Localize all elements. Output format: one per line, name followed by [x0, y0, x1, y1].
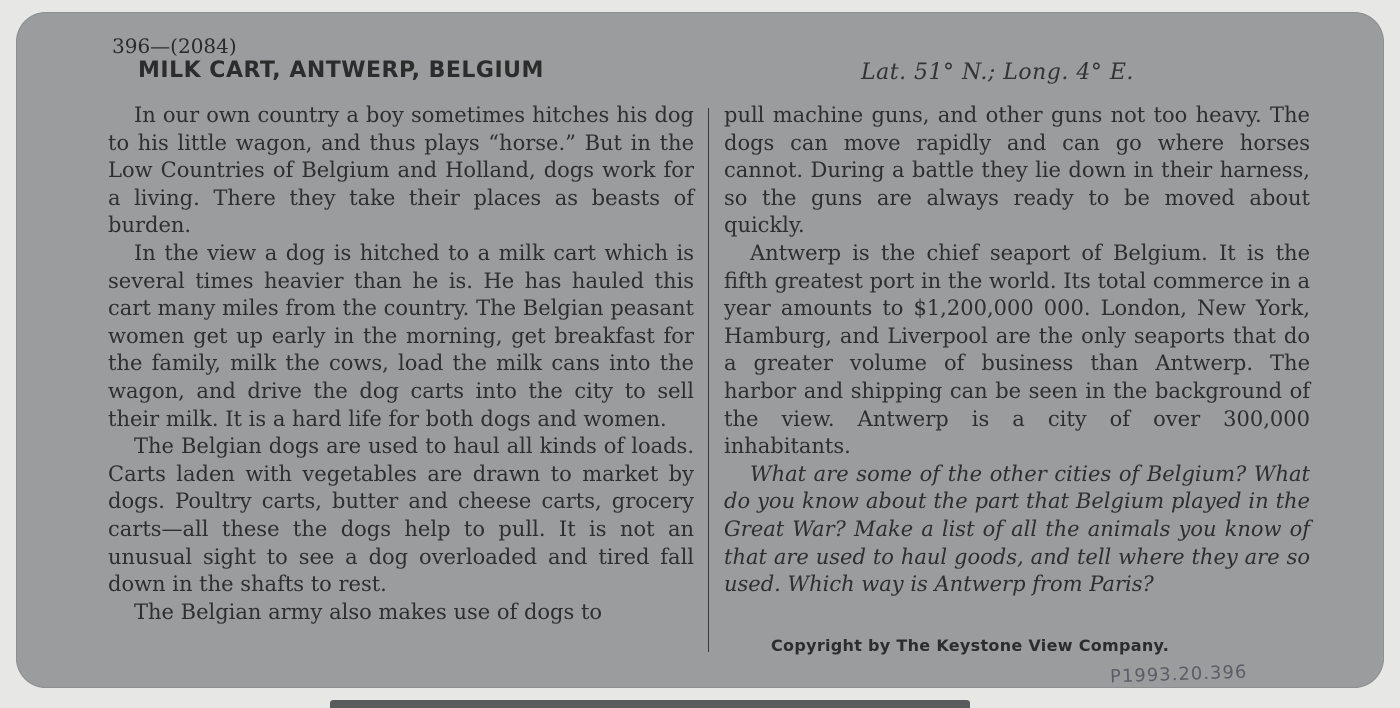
catalog-number-handwritten: P1993.20.396 — [1109, 661, 1248, 688]
copyright-line: Copyright by The Keystone View Company. — [771, 636, 1170, 655]
lat-long: Lat. 51° N.; Long. 4° E. — [861, 60, 1134, 85]
paragraph: In our own country a boy sometimes hitches his dog to his little wagon, and thus plays “horse.” But in the Low Countries of Belgium and Holland, dogs work for a living. There they take their places as beasts of burden. — [108, 103, 694, 238]
card-number: 396—(2084) — [112, 34, 237, 58]
paragraph: Antwerp is the chief seaport of Belgium. It is the fifth greatest port in the world. Its total commerce in a year amounts to $1,200,000 000. London, New York, Hamburg, and Liverpool are the only seaports that do a greater volume of business than Antwerp. The harbor and shipping can be seen in the background of the view. Antwerp is a city of over 300,000 inhabitants. — [724, 240, 1310, 459]
paragraph: The Belgian dogs are used to haul all kinds of loads. Carts laden with vegetables are drawn to market by dogs. Poultry carts, butter and cheese carts, grocery carts—all these the dogs help to pull. It is not an unusual sight to see a dog overloaded and tired fall down in the shafts to rest. — [108, 434, 694, 597]
backing-strip — [330, 700, 970, 708]
right-column — [724, 102, 1310, 599]
left-column — [108, 102, 694, 626]
paragraph: The Belgian army also makes use of dogs to — [134, 599, 603, 624]
paragraph: pull machine guns, and other guns not too heavy. The dogs can move rapidly and can go where horses cannot. During a battle they lie down in their harness, so the guns are always ready to be moved about quickly. — [724, 103, 1310, 238]
paragraph: In the view a dog is hitched to a milk cart which is several times heavier than he is. He has hauled this cart many miles from the country. The Belgian peasant women get up early in the morning, get breakfast for the family, milk the cows, load the milk cans into the wagon, and drive the dog carts into the city to sell their milk. It is a hard life for both dogs and women. — [108, 240, 694, 431]
column-divider — [708, 108, 709, 652]
card-title: MILK CART, ANTWERP, BELGIUM — [138, 58, 544, 83]
stereograph-card-back — [16, 12, 1384, 688]
study-questions: What are some of the other cities of Belgium? What do you know about the part that Belgium played in the Great War? Make a list of all the animals you know of that are used to haul goods, and tell where they are so used. Which way is Antwerp from Paris? — [724, 461, 1310, 597]
